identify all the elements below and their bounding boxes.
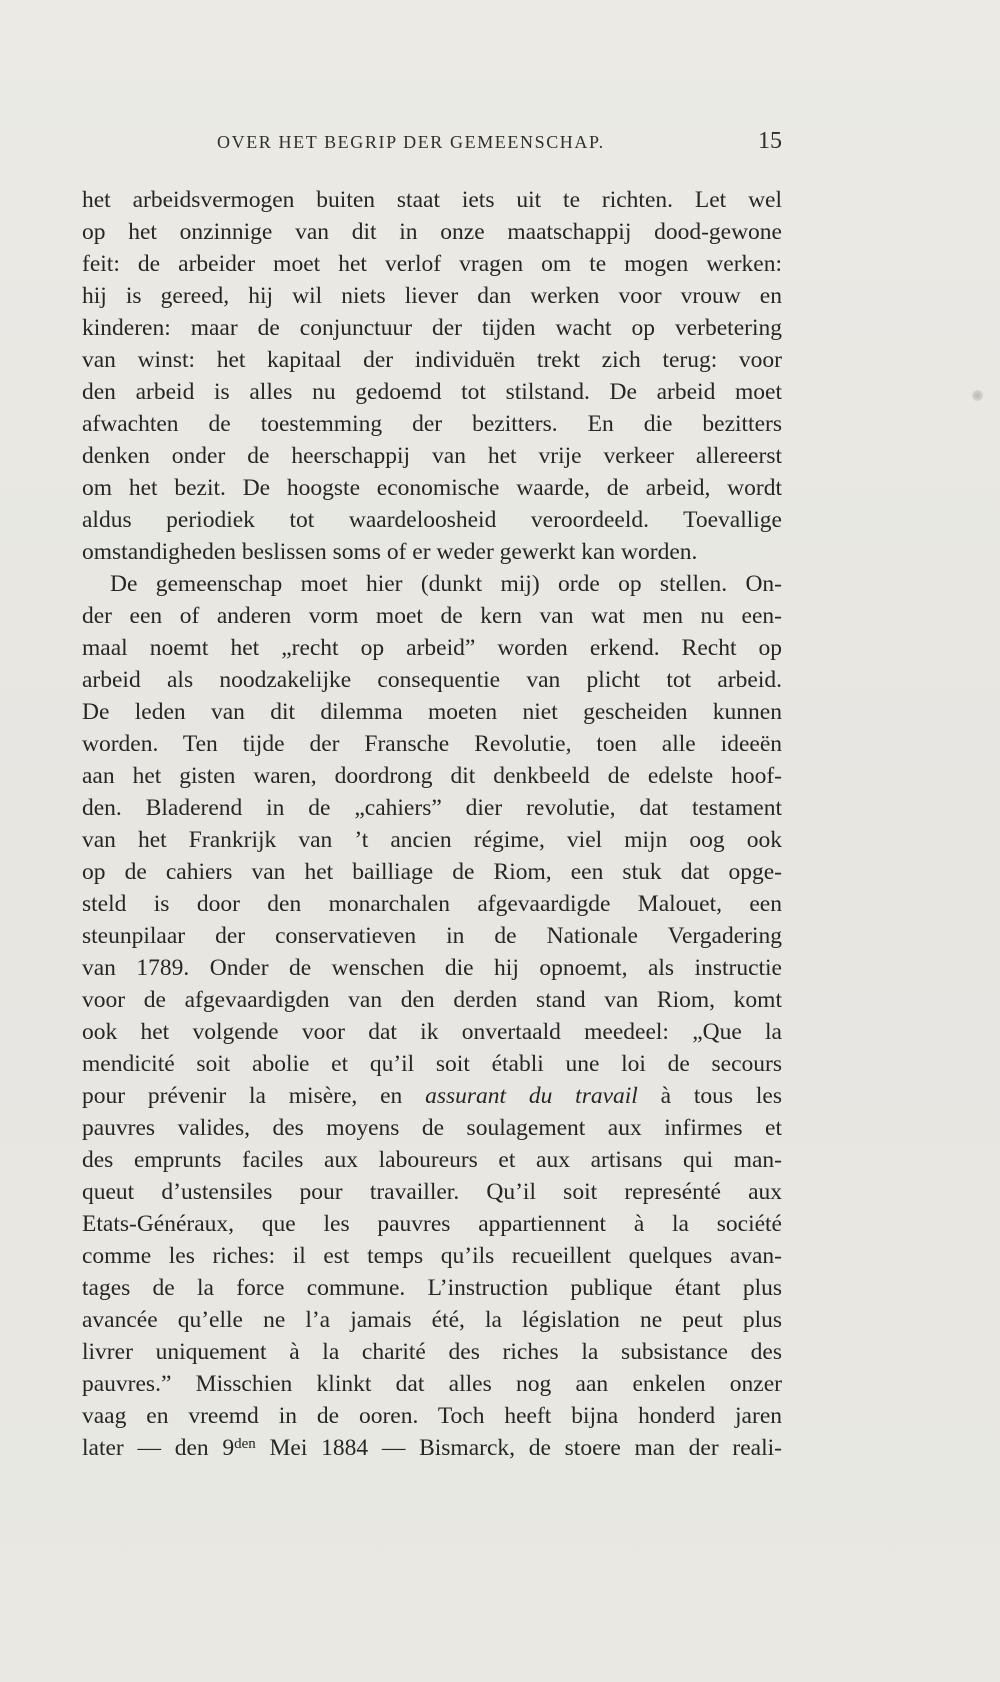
text-line: omstandigheden beslissen soms of er weder gewerkt kan worden. [82, 539, 698, 565]
text-line: steunpilaar der conservatieven in de Nationale Vergadering [82, 923, 782, 949]
text-segment: later — den 9 [82, 1435, 235, 1461]
text-line: den. Bladerend in de „cahiers” dier revolutie, dat testament [82, 795, 782, 821]
text-line: feit: de arbeider moet het verlof vragen om te mogen werken: [82, 251, 782, 277]
text-line: arbeid als noodzakelijke consequentie van plicht tot arbeid. [82, 667, 782, 693]
text-line: avancée qu’elle ne l’a jamais été, la législation ne peut plus [82, 1307, 782, 1333]
text-line: tages de la force commune. L’instruction publique étant plus [82, 1275, 782, 1301]
text-line: hij is gereed, hij wil niets liever dan werken voor vrouw en [82, 283, 782, 309]
text-line: het arbeidsvermogen buiten staat iets uit te richten. Let wel [82, 187, 782, 213]
text-line: De leden van dit dilemma moeten niet gescheiden kunnen [82, 699, 782, 725]
text-line: pauvres valides, des moyens de soulagement aux infirmes et [82, 1115, 782, 1141]
text-line: Etats-Généraux, que les pauvres appartiennent à la société [82, 1211, 782, 1237]
text-line: voor de afgevaardigden van den derden stand van Riom, komt [82, 987, 782, 1013]
text-line: denken onder de heerschappij van het vrije verkeer allereerst [82, 443, 782, 469]
text-line: afwachten de toestemming der bezitters. En die bezitters [82, 411, 782, 437]
text-line: steld is door den monarchalen afgevaardigde Malouet, een [82, 891, 782, 917]
running-title: OVER HET BEGRIP DER GEMEENSCHAP. [217, 132, 605, 152]
text-line-with-superscript [82, 1432, 782, 1464]
text-line: om het bezit. De hoogste economische waarde, de arbeid, wordt [82, 475, 782, 501]
text-line: des emprunts faciles aux laboureurs et aux artisans qui man- [82, 1147, 782, 1173]
text-line: De gemeenschap moet hier (dunkt mij) orde op stellen. On- [110, 571, 782, 597]
text-line: op het onzinnige van dit in onze maatschappij dood-gewone [82, 219, 782, 245]
text-line: pauvres.” Misschien klinkt dat alles nog aan enkelen onzer [82, 1371, 782, 1397]
text-segment: Mei 1884 — Bismarck, de stoere man der reali- [255, 1435, 782, 1461]
text-line: aan het gisten waren, doordrong dit denkbeeld de edelste hoof- [82, 763, 782, 789]
text-line: comme les riches: il est temps qu’ils recueillent quelques avan- [82, 1243, 782, 1269]
running-head [82, 128, 782, 162]
text-line: op de cahiers van het bailliage de Riom, een stuk dat opge- [82, 859, 782, 885]
text-line: mendicité soit abolie et qu’il soit établi une loi de secours [82, 1051, 782, 1077]
italic-phrase: assurant du travail [425, 1083, 638, 1109]
superscript: den [234, 1436, 256, 1452]
text-segment: à tous les [637, 1083, 782, 1109]
text-line: worden. Ten tijde der Fransche Revolutie, toen alle ideeën [82, 731, 782, 757]
text-segment: pour prévenir la misère, en [82, 1083, 426, 1109]
text-line: vaag en vreemd in de ooren. Toch heeft bijna honderd jaren [82, 1403, 782, 1429]
text-line: kinderen: maar de conjunctuur der tijden wacht op verbetering [82, 315, 782, 341]
text-line: maal noemt het „recht op arbeid” worden erkend. Recht op [82, 635, 782, 661]
text-line: den arbeid is alles nu gedoemd tot stilstand. De arbeid moet [82, 379, 782, 405]
page-number: 15 [758, 128, 782, 154]
body-text [82, 184, 782, 1464]
text-line: van 1789. Onder de wenschen die hij opnoemt, als instructie [82, 955, 782, 981]
text-line: queut d’ustensiles pour travailler. Qu’il soit represénté aux [82, 1179, 782, 1205]
text-line: livrer uniquement à la charité des riches la subsistance des [82, 1339, 782, 1365]
text-line-with-italic [82, 1080, 782, 1112]
text-line: der een of anderen vorm moet de kern van wat men nu een- [82, 603, 782, 629]
text-line: aldus periodiek tot waardeloosheid veroordeeld. Toevallige [82, 507, 782, 533]
text-line: van winst: het kapitaal der individuën trekt zich terug: voor [82, 347, 782, 373]
text-line: ook het volgende voor dat ik onvertaald meedeel: „Que la [82, 1019, 782, 1045]
text-line: van het Frankrijk van ’t ancien régime, viel mijn oog ook [82, 827, 782, 853]
margin-spot [972, 390, 983, 401]
